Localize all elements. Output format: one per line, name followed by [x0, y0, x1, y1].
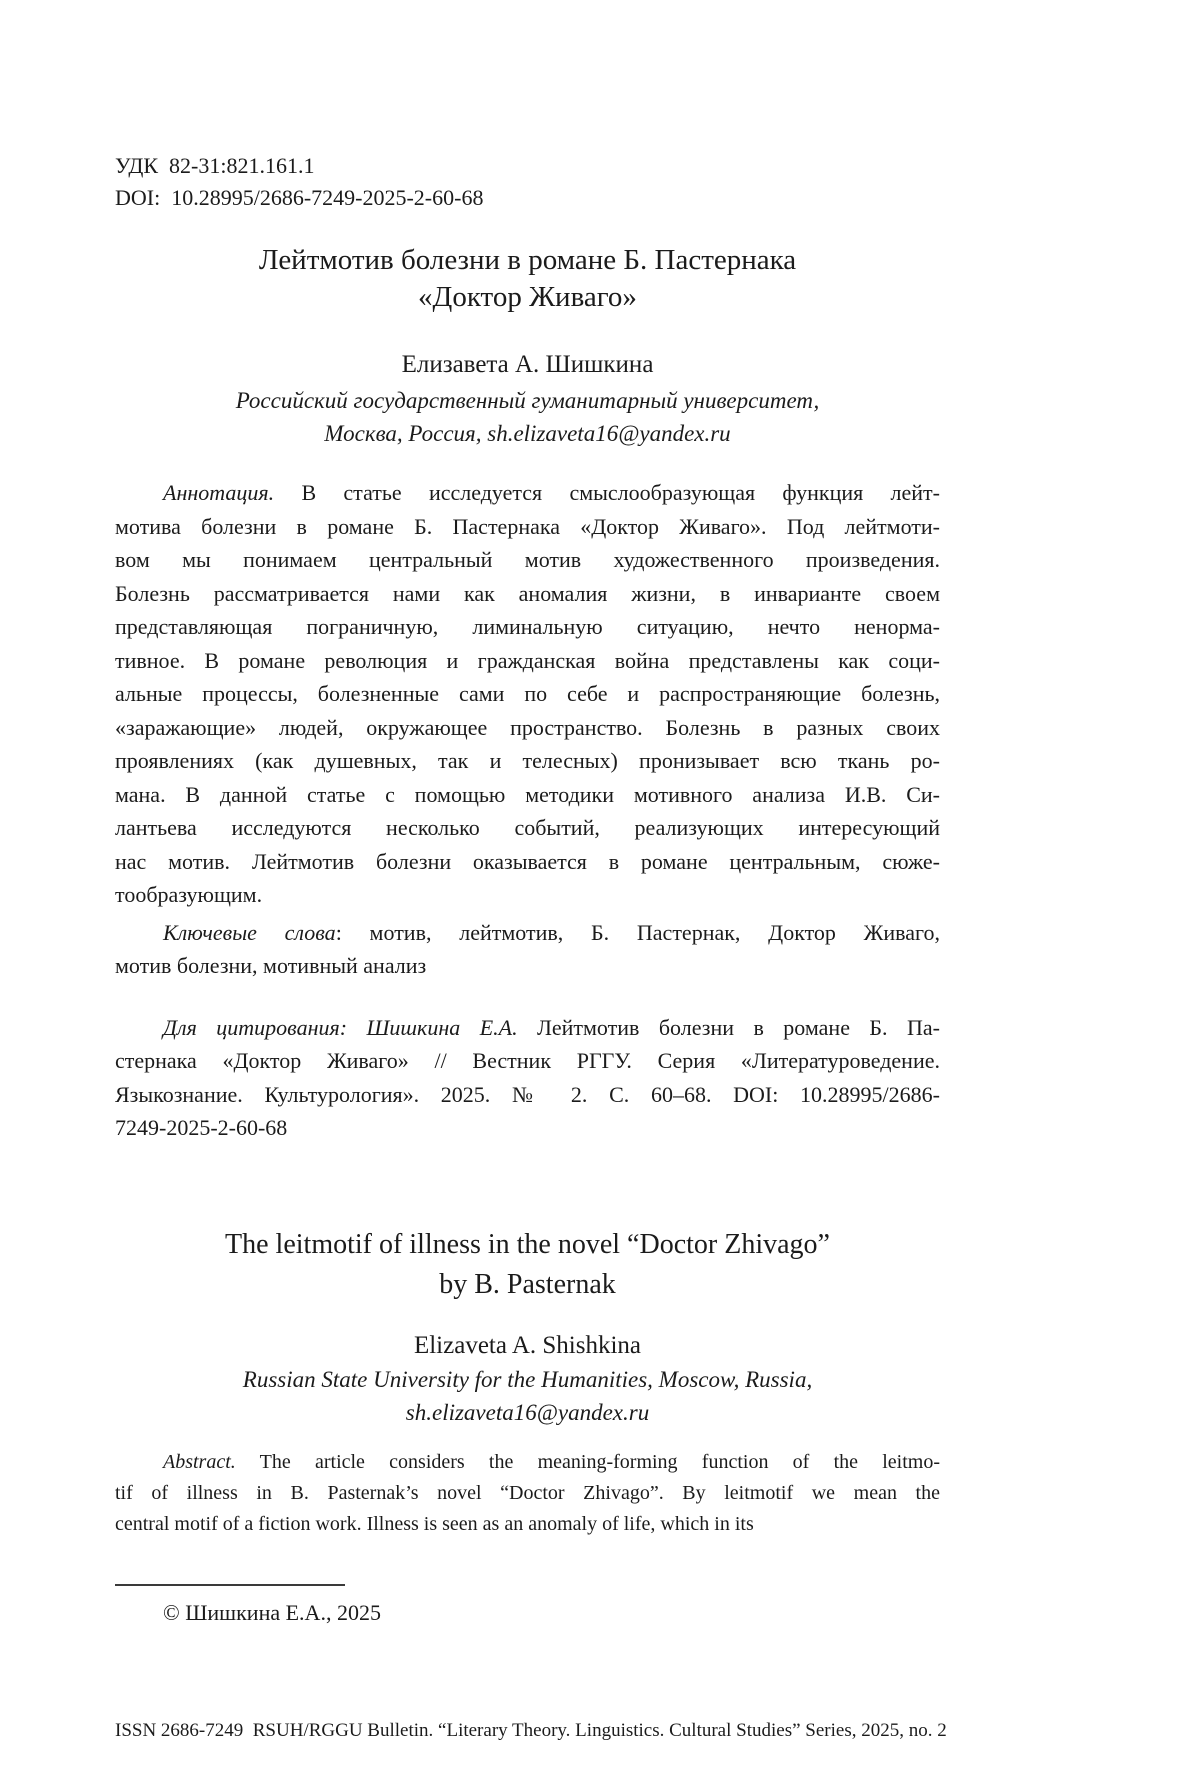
text-line: [115, 949, 940, 983]
article-title-ru: [115, 242, 940, 316]
text-segment: вом мы понимаем центральный мотив художественного произведения.: [115, 547, 940, 572]
text-line: [115, 677, 940, 711]
annotation-paragraph: [115, 476, 940, 912]
article-title-ru-line1: Лейтмотив болезни в романе Б. Пастернака: [258, 244, 797, 276]
text-line: [115, 476, 940, 510]
article-title-en: [115, 1225, 940, 1305]
text-segment: альные процессы, болезненные сами по себе и распространяющие болезнь,: [115, 681, 940, 706]
doi-code: DOI: 10.28995/2686-7249-2025-2-60-68: [115, 185, 484, 210]
text-line: [115, 778, 940, 812]
author-name-en: Elizaveta A. Shishkina: [413, 1331, 642, 1359]
text-line: [115, 1478, 940, 1509]
text-segment: Лейтмотив болезни в романе Б. Па-: [517, 1014, 940, 1040]
text-segment: лантьева исследуются несколько событий, реализующих интересующий: [115, 815, 940, 840]
article-meta: [115, 150, 940, 214]
text-segment: мотива болезни в романе Б. Пастернака «Доктор Живаго». Под лейтмоти-: [115, 513, 940, 539]
affiliation-ru-email: Москва, Россия, sh.elizaveta16@yandex.ru: [324, 421, 731, 446]
text-line: [115, 711, 940, 745]
italic-text-segment: Для цитирования: Шишкина Е.А.: [163, 1014, 518, 1040]
footnote-block: [115, 1584, 940, 1628]
text-segment: мотив болезни, мотивный анализ: [115, 953, 427, 978]
text-segment: 7249-2025-2-60-68: [115, 1115, 288, 1140]
journal-footer: [115, 1666, 1085, 1780]
text-line: [115, 811, 940, 845]
abstract-paragraph: [115, 1447, 940, 1540]
text-line: [115, 510, 940, 544]
text-line: [115, 1111, 940, 1145]
text-segment: The article considers the meaning-forming function of the leitmo-: [235, 1450, 940, 1473]
text-line: [115, 610, 940, 644]
affiliation-ru-line1: Российский государственный гуманитарный университет,: [235, 388, 820, 413]
italic-text-segment: Аннотация.: [163, 480, 275, 505]
author-name-ru: Елизавета А. Шишкина: [401, 351, 654, 378]
text-segment: тивное. В романе революция и гражданская война представлены как соци-: [115, 647, 940, 673]
affiliation-en-line1: Russian State University for the Humanities, Moscow, Russia,: [242, 1366, 813, 1392]
text-line: [115, 916, 940, 950]
text-segment: представляющая пограничную, лиминальную ситуацию, нечто ненорма-: [115, 614, 940, 639]
article-title-en-line1: The leitmotif of illness in the novel “Doctor Zhivago”: [225, 1228, 830, 1260]
issn-line: ISSN 2686-7249 RSUH/RGGU Bulletin. “Literary Theory. Linguistics. Cultural Studies” Series, 2025, no. 2: [115, 1720, 947, 1741]
text-line: [115, 878, 940, 912]
text-segment: стернака «Доктор Живаго» // Вестник РГГУ. Серия «Литературоведение.: [115, 1048, 940, 1073]
text-line: [115, 1509, 940, 1540]
text-segment: проявлениях (как душевных, так и телесных) пронизывает всю ткань ро-: [115, 748, 940, 773]
italic-text-segment: Abstract.: [163, 1450, 236, 1473]
affiliation-en: [115, 1363, 940, 1429]
citation-paragraph: [115, 1011, 940, 1145]
text-line: [115, 644, 940, 678]
text-line: [115, 845, 940, 879]
article-title-ru-line2: «Доктор Живаго»: [418, 281, 637, 313]
text-segment: tif of illness in B. Pasternak’s novel “Doctor Zhivago”. By leitmotif we mean the: [115, 1481, 940, 1504]
copyright-line: © Шишкина Е.А., 2025: [163, 1599, 381, 1625]
text-segment: «заражающие» людей, окружающее пространство. Болезнь в разных своих: [115, 714, 940, 740]
text-line: [115, 1078, 940, 1112]
text-segment: central motif of a fiction work. Illness is seen as an anomaly of life, which in its: [115, 1512, 754, 1535]
text-segment: мана. В данной статье с помощью методики мотивного анализа И.В. Си-: [115, 781, 940, 807]
text-segment: нас мотив. Лейтмотив болезни оказывается в романе центральным, сюже-: [115, 848, 940, 874]
text-segment: В статье исследуется смыслообразующая функция лейт-: [274, 480, 940, 505]
affiliation-ru: [115, 384, 940, 450]
keywords-paragraph: [115, 916, 940, 983]
udc-code: УДК 82-31:821.161.1: [115, 153, 315, 178]
text-line: [115, 1044, 940, 1078]
text-line: [115, 577, 940, 611]
text-segment: : мотив, лейтмотив, Б. Пастернак, Доктор Живаго,: [335, 919, 940, 945]
text-line: [115, 1447, 940, 1478]
italic-text-segment: Ключевые слова: [163, 919, 336, 945]
text-line: [115, 744, 940, 778]
text-line: [115, 543, 940, 577]
main-text-column: [115, 150, 940, 1628]
text-line: [115, 1011, 940, 1045]
text-segment: Языкознание. Культурология». 2025. № 2. С. 60–68. DOI: 10.28995/2686-: [115, 1081, 940, 1107]
text-segment: Болезнь рассматривается нами как аномалия жизни, в инварианте своем: [115, 580, 940, 606]
affiliation-en-email: sh.elizaveta16@yandex.ru: [405, 1399, 650, 1425]
text-segment: тообразующим.: [115, 882, 263, 907]
footnote-separator: [115, 1584, 345, 1586]
article-title-en-line2: by B. Pasternak: [439, 1268, 616, 1300]
